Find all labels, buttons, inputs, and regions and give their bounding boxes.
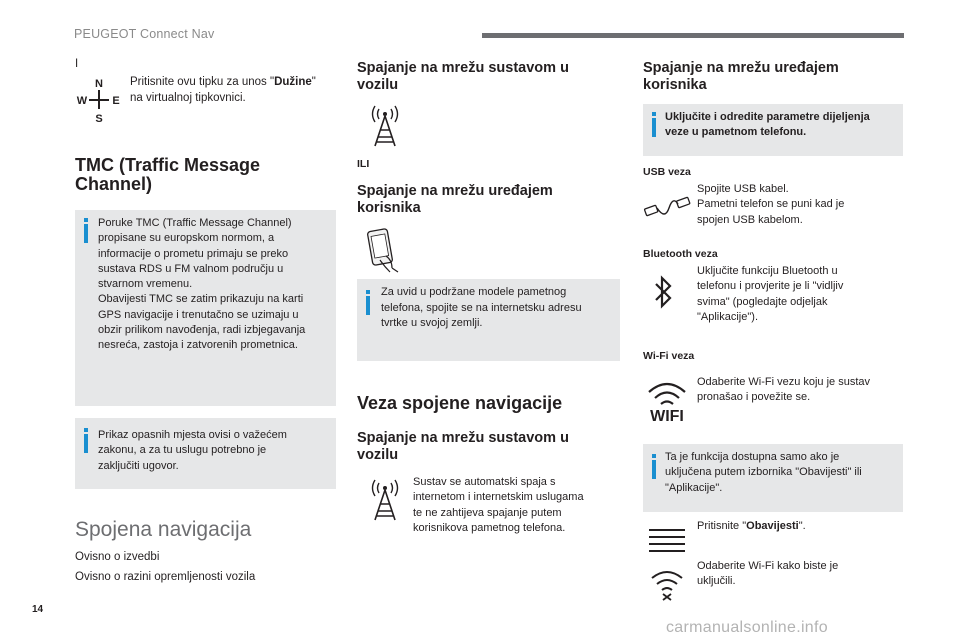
compass-w: W [76,95,88,107]
sharing-note-text: Uključite i odredite parametre dijeljenja veze u pametnom telefonu. [665,111,870,138]
heading-vehicle-connection: Spajanje na mrežu sustavom u vozilu [357,60,569,93]
notifications-note-box [643,444,903,512]
tmc-note-text: Poruke TMC (Traffic Message Channel) propisane su europskom normom, a informacije o prometu primaju se preko sustava RDS u FM valnom području u stvarnom vremenu. Obavijesti TMC se zatim prikazuju na karti GPS navigacije i trenutačno se uzimaju u obzir prilikom navođenja, radi izbjegavanja nesreća, zastoja i zatvorenih prometnica. [98,217,306,352]
heading-user-device-2: Spajanje na mrežu uređajem korisnika [643,60,839,93]
sharing-note-box [643,104,903,156]
compass-n: N [95,78,103,90]
phone-models-note-text: Za uvid u podržane modele pametnog telefona, spojite se na internetsku adresu tvrtke u svojoj zemlji. [381,286,582,329]
page-number: 14 [32,604,44,615]
wifi-icon [643,378,691,424]
header-bar [482,33,904,38]
heading-user-device: Spajanje na mrežu uređajem korisnika [357,183,553,216]
usb-text: Spojite USB kabel. Pametni telefon se puni kad je spojen USB kabelom. [697,183,845,226]
press-bold: Obavijesti [746,520,799,532]
smartphone-icon [362,226,408,274]
danger-note-box [75,418,336,489]
auto-connect-text: Sustav se automatski spaja s internetom i internetskim uslugama te ne zahtijeva spajanje putem korisnikova pametnog telefona. [413,476,584,534]
availability-line-1: Ovisno o izvedbi [75,551,160,563]
press-notifications-text [697,519,806,535]
info-marker-icon [652,118,656,137]
document-header-title: PEUGEOT Connect Nav [74,27,215,41]
press-before: Pritisnite " [697,520,747,532]
wifi-text: Odaberite Wi-Fi vezu koju je sustav pronašao i povežite se. [697,376,871,404]
bluetooth-label: Bluetooth veza [643,248,718,260]
info-marker-icon [366,296,370,315]
availability-line-2: Ovisno o razini opremljenosti vozila [75,571,256,583]
or-label: ILI [357,158,370,170]
phone-models-note-box [357,279,620,361]
usb-cable-icon [643,190,691,224]
wifi-toggle-icon [649,566,685,602]
danger-note-text: Prikaz opasnih mjesta ovisi o važećem zakonu, a za tu uslugu potrebno je zaključiti ugovor. [98,429,287,472]
tmc-title: TMC (Traffic Message Channel) [75,155,261,194]
info-marker-icon [652,460,656,479]
antenna-icon [364,478,406,522]
stray-character: I [75,58,79,70]
compass-text-bold: Dužine [274,76,312,88]
compass-s: S [95,113,103,124]
notifications-note-text: Ta je funkcija dostupna samo ako je uključena putem izbornika "Obavijesti" ili "Aplikacije". [665,451,862,494]
enable-wifi-text: Odaberite Wi-Fi kako biste je uključili. [697,560,839,588]
bluetooth-text: Uključite funkciju Bluetooth u telefonu i provjerite je li "vidljiv svima" (pogledajte odjeljak "Aplikacije"). [697,265,844,323]
press-after: ". [798,520,806,532]
compass-instruction [130,75,340,106]
menu-list-icon [647,528,687,554]
watermark: carmanualsonline.info [666,619,828,636]
info-marker-icon [84,434,88,453]
bluetooth-icon [652,274,674,310]
compass-text-after: " na virtualnoj tipkovnici. [130,76,316,104]
info-marker-icon [84,224,88,243]
wifi-icon-text: WIFI [650,408,684,424]
compass-e: E [112,95,120,107]
compass-icon [76,76,122,124]
wifi-label: Wi-Fi veza [643,350,695,362]
usb-label: USB veza [643,166,691,178]
heading-connected-nav-link: Veza spojene navigacije [357,393,563,413]
section-title-connected-nav: Spojena navigacija [75,518,252,541]
heading-vehicle-connection-2: Spajanje na mrežu sustavom u vozilu [357,430,569,463]
tmc-note-box [75,210,336,406]
compass-text-before: Pritisnite ovu tipku za unos " [130,76,275,88]
antenna-icon [364,104,406,148]
